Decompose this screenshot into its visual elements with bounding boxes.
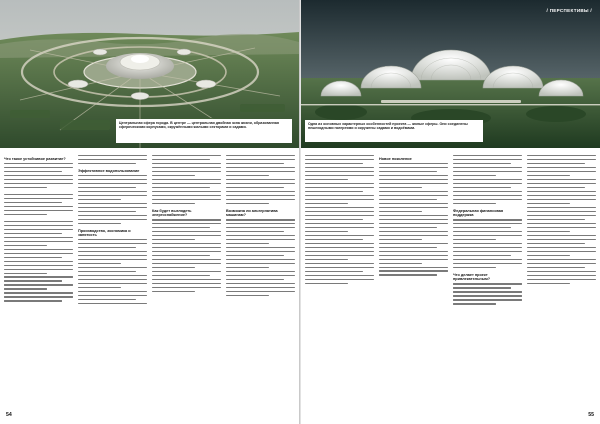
text-line [78,195,147,196]
text-line [226,235,295,236]
text-line [78,263,121,264]
text-line [226,187,284,188]
text-line [453,267,496,268]
text-line [4,300,62,301]
text-line [152,171,221,172]
text-line [152,283,221,284]
text-line [78,243,147,244]
text-line [379,259,448,260]
text-line [305,267,374,268]
text-line [226,231,284,232]
text-line [4,194,73,195]
text-line [527,283,570,284]
text-line [305,239,363,240]
text-line [78,155,147,156]
text-line [305,223,374,224]
text-line [4,261,73,262]
text-line [152,239,195,240]
text-line [226,239,295,240]
text-line [453,159,522,160]
text-line [4,292,73,293]
text-line [4,280,62,281]
text-line [152,259,221,260]
text-line [152,179,221,180]
text-line [527,223,596,224]
text-line [453,163,511,164]
text-line [453,283,522,284]
right-photo-caption: Одна из основных характерных особенностей проекта — жилые сферы. Они соединены пешеходными галереями и окружены садами и водоёмами. [305,120,483,142]
text-line [379,239,422,240]
text-line [453,263,522,264]
text-line [4,175,73,176]
text-line [379,175,448,176]
text-line [78,203,147,204]
text-line [305,167,374,168]
text-line [4,210,73,211]
text-line [4,276,73,277]
text-line [4,284,73,285]
text-line [226,219,295,220]
text-line [527,255,570,256]
left-text-columns [4,155,295,402]
text-line [4,206,73,207]
text-line [305,247,374,248]
text-line [527,163,585,164]
text-line [226,275,295,276]
text-line [78,247,136,248]
text-line [152,219,221,220]
text-line [527,239,596,240]
text-line [379,215,448,216]
section-heading: Эффективное водопользование [78,168,140,173]
text-line [226,267,269,268]
text-line [78,287,121,288]
text-line [78,259,147,260]
text-line [453,223,522,224]
text-column [527,155,596,402]
text-line [527,199,596,200]
text-line [226,259,295,260]
text-line [305,183,374,184]
text-line [226,191,295,192]
text-line [305,263,374,264]
text-line [152,243,221,244]
text-line [226,251,295,252]
text-line [527,279,596,280]
text-line [527,167,596,168]
text-line [305,191,363,192]
text-line [453,259,522,260]
text-line [4,273,47,274]
text-line [527,155,596,156]
text-line [152,163,221,164]
text-line [152,235,221,236]
text-line [4,233,62,234]
text-line [305,159,374,160]
text-line [4,241,73,242]
text-line [226,283,295,284]
text-line [453,243,522,244]
text-line [305,255,374,256]
text-line [78,211,136,212]
text-line [305,199,374,200]
text-line [379,227,437,228]
text-line [305,163,363,164]
text-line [453,171,522,172]
text-line [78,215,147,216]
text-line [453,183,522,184]
text-line [78,223,121,224]
text-line [4,269,73,270]
text-line [152,191,221,192]
text-line [453,255,511,256]
text-line [305,155,374,156]
text-line [78,163,136,164]
text-line [226,195,295,196]
text-line [152,199,221,200]
text-line [305,243,374,244]
text-line [453,155,522,156]
text-line [226,223,295,224]
text-line [152,155,221,156]
text-line [226,199,295,200]
section-heading: Возможна ли альтернатива машинам? [226,208,278,218]
page-number: 54 [6,412,12,418]
section-heading: Как будет выглядеть энергоснабжение? [152,208,192,218]
text-line [379,203,448,204]
text-line [379,231,448,232]
text-line [305,235,374,236]
text-line [226,183,295,184]
text-line [527,247,596,248]
text-line [4,225,73,226]
text-line [78,299,136,300]
text-column [152,155,221,402]
section-heading: Производство, экономика и занятость [78,228,131,238]
text-line [453,219,522,220]
text-line [453,187,511,188]
text-line [152,187,210,188]
text-line [379,219,448,220]
text-line [226,227,295,228]
text-line [379,187,422,188]
text-line [152,291,195,292]
text-line [152,271,221,272]
left-photo-caption: Центральная сфера города. В центре — центральная двойная зона жизни, образованная сферическими корпусами, окружёнными жилыми секторами и садами. [116,119,292,143]
text-line [4,296,73,297]
text-line [4,183,73,184]
text-line [305,259,348,260]
text-line [527,175,570,176]
text-line [453,299,522,300]
text-line [305,219,363,220]
text-line [527,275,596,276]
text-line [379,223,448,224]
text-line [78,183,147,184]
left-page [0,0,299,424]
text-line [379,211,422,212]
text-line [305,271,363,272]
text-line [78,219,147,220]
text-line [226,179,295,180]
text-line [305,171,374,172]
text-line [453,291,522,292]
text-line [4,163,73,164]
text-line [305,187,374,188]
text-line [226,159,295,160]
text-line [226,155,295,156]
text-line [305,275,374,276]
text-line [4,237,73,238]
text-line [379,235,448,236]
text-line [78,239,147,240]
text-line [152,203,195,204]
text-line [226,279,284,280]
text-line [152,227,210,228]
text-line [152,279,221,280]
section-heading: Что делает проект привлекательным? [453,272,491,282]
text-line [527,211,596,212]
text-line [527,267,585,268]
text-line [226,203,269,204]
text-line [78,159,147,160]
text-line [226,295,269,296]
text-line [453,179,522,180]
text-line [152,159,210,160]
text-line [527,183,596,184]
text-line [78,251,147,252]
text-line [379,251,448,252]
text-line [379,247,437,248]
text-line [78,191,147,192]
text-line [379,267,448,268]
text-line [78,283,147,284]
text-line [453,195,522,196]
text-line [527,179,596,180]
text-line [226,163,284,164]
text-line [4,202,62,203]
text-line [78,199,121,200]
text-line [527,263,596,264]
text-column [453,155,522,402]
text-column [305,155,374,402]
text-line [4,171,62,172]
text-line [305,207,374,208]
text-line [78,303,147,304]
text-line [78,291,147,292]
text-line [453,227,511,228]
text-line [152,255,210,256]
text-column [78,155,147,402]
text-line [78,295,147,296]
text-line [4,221,73,222]
text-line [527,259,596,260]
text-line [379,199,437,200]
text-line [152,267,195,268]
text-line [152,231,221,232]
text-line [453,235,522,236]
text-line [226,175,269,176]
text-line [379,243,448,244]
text-line [379,167,448,168]
text-line [527,195,596,196]
text-line [305,279,374,280]
section-tag: / ПЕРСПЕКТИВЫ / [546,8,592,13]
text-line [379,274,437,275]
text-line [379,195,448,196]
right-text-columns [305,155,596,402]
text-line [379,270,448,271]
text-line [453,239,496,240]
text-line [305,211,374,212]
text-line [379,163,448,164]
text-line [226,263,295,264]
text-line [305,175,374,176]
text-line [4,249,73,250]
text-line [453,175,496,176]
text-line [527,215,596,216]
text-line [379,207,448,208]
text-line [226,271,295,272]
text-line [305,283,348,284]
text-column [226,155,295,402]
text-line [152,167,221,168]
text-line [527,203,570,204]
text-line [527,251,596,252]
section-heading: Новое поколение [379,157,412,161]
text-line [152,183,221,184]
text-line [226,247,295,248]
text-line [453,287,511,288]
text-line [152,223,221,224]
text-line [226,171,295,172]
text-line [4,245,47,246]
text-line [4,187,47,188]
text-line [226,291,295,292]
text-line [379,255,448,256]
text-line [527,231,570,232]
text-line [305,251,374,252]
text-line [4,253,73,254]
text-line [379,183,448,184]
text-line [527,171,596,172]
text-line [527,187,585,188]
text-line [527,243,585,244]
section-heading: Федеральная финансовая поддержка [453,208,504,218]
text-line [379,263,422,264]
text-line [226,255,284,256]
section-heading: Что такое устойчивое развитие? [4,157,66,161]
text-line [527,191,596,192]
text-line [453,199,522,200]
text-line [305,195,374,196]
text-line [78,207,147,208]
text-line [78,175,147,176]
text-line [152,287,221,288]
text-line [527,227,596,228]
text-line [152,175,195,176]
text-line [4,265,73,266]
text-line [305,203,348,204]
text-line [453,303,496,304]
text-line [78,187,136,188]
text-line [527,219,585,220]
text-line [379,191,448,192]
text-line [152,251,221,252]
text-line [4,229,73,230]
text-line [226,243,269,244]
text-line [152,263,221,264]
text-line [527,159,596,160]
text-line [4,214,47,215]
text-line [527,271,596,272]
page-number: 55 [588,412,594,418]
text-line [152,195,221,196]
text-line [305,231,348,232]
text-line [527,235,596,236]
text-line [78,267,147,268]
text-line [152,275,210,276]
text-line [4,167,73,168]
text-line [78,275,147,276]
text-line [527,207,596,208]
text-line [453,191,522,192]
text-line [78,279,147,280]
text-line [453,251,522,252]
text-line [226,287,295,288]
text-line [379,171,437,172]
text-line [305,215,374,216]
text-line [152,247,221,248]
text-line [305,227,374,228]
text-line [226,167,295,168]
text-column [4,155,73,402]
text-line [453,203,496,204]
text-line [4,198,73,199]
text-line [453,231,522,232]
text-line [379,179,448,180]
text-column [379,155,448,402]
text-line [453,167,522,168]
right-page [301,0,600,424]
text-line [4,179,73,180]
text-line [4,288,47,289]
text-line [78,271,136,272]
text-line [4,257,62,258]
text-line [453,247,522,248]
text-line [305,179,348,180]
text-line [78,255,147,256]
text-line [453,295,522,296]
text-line [78,179,147,180]
